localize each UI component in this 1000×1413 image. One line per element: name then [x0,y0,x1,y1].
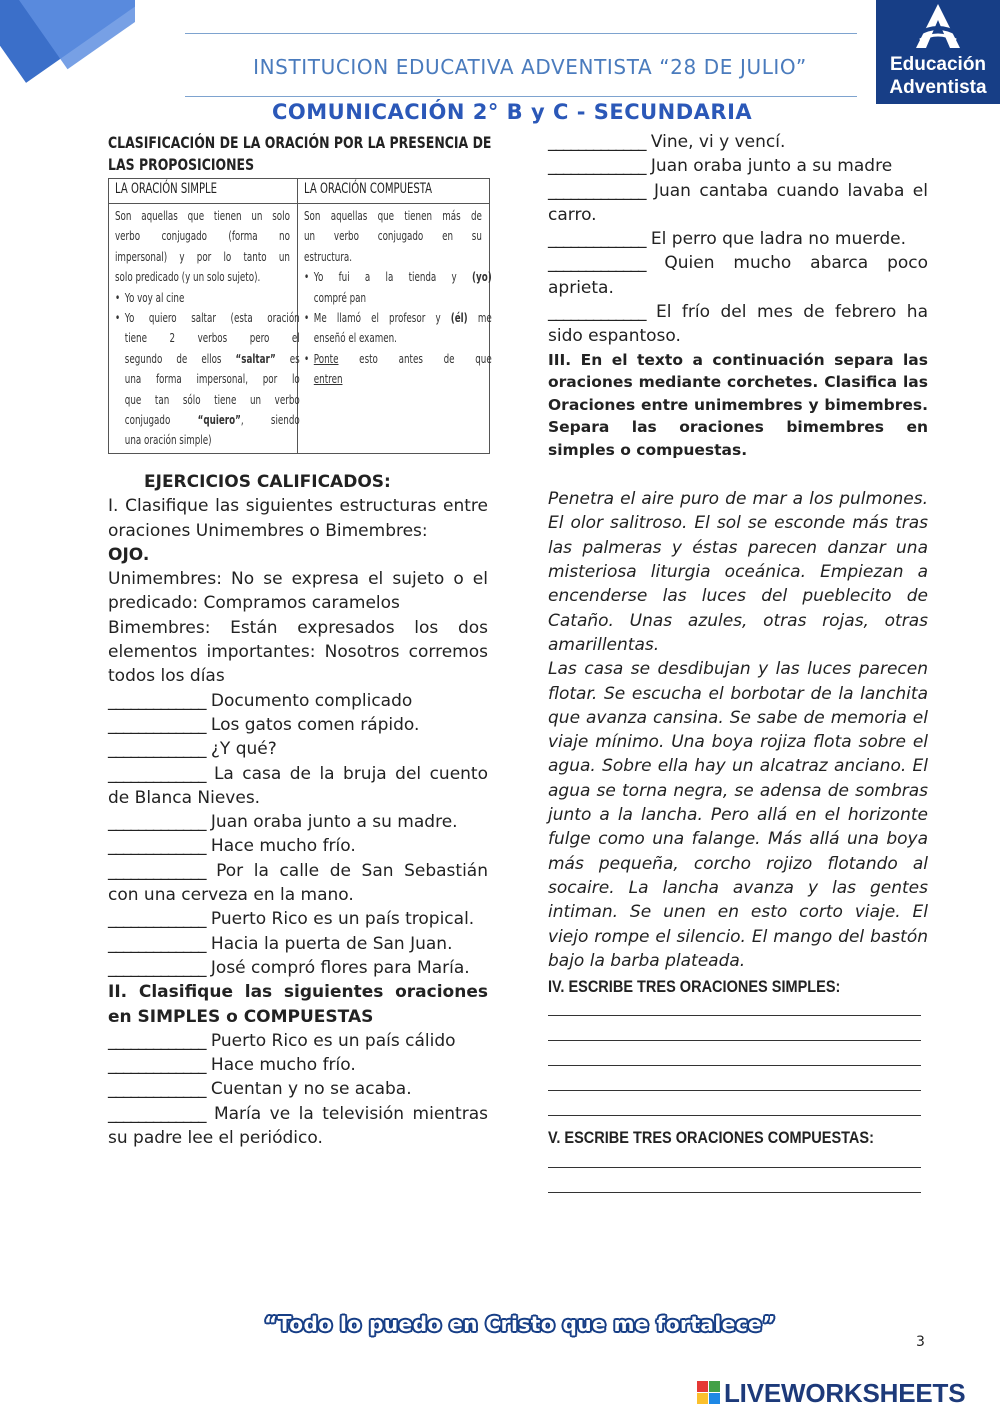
logo [876,0,1000,104]
unimembres-definition: Unimembres: No se expresa el sujeto o el predicado: Compramos caramelos [108,569,488,614]
item2-9: _____________ Quien mucho abarca poco aprieta. [548,253,929,298]
item2-5: _____________ Vine, vi y vencí. [548,132,786,152]
item2-6: _____________ Juan oraba junto a su madre [548,156,893,177]
item-6: _____________ Hace mucho frío. [108,836,356,857]
answer-line-6[interactable] [548,1151,921,1168]
instruction-4: IV. ESCRIBE TRES ORACIONES SIMPLES: [548,978,841,997]
header-rule-top [185,33,857,34]
header-rule-bottom [185,96,857,97]
left-column [108,470,488,1150]
answer-line-4[interactable] [548,1066,921,1091]
logo-text-1: Educación [889,54,987,75]
classification-table [108,178,490,454]
item2-1: _____________ Puerto Rico es un país cálido [108,1030,456,1051]
answer-line-3[interactable] [548,1041,921,1066]
item2-10: _____________ El frío del mes de febrero ha sido espantoso. [548,302,929,347]
answer-line-5[interactable] [548,1091,921,1116]
right-column [548,130,928,1193]
item2-4: _____________ María ve la televisión mientras su padre lee el periódico. [108,1103,488,1149]
table-header-simple: LA ORACIÓN SIMPLE [109,179,298,204]
corner-decoration [0,0,135,105]
item-1: _____________ Documento complicado [108,690,413,711]
liveworksheets-logo [697,1378,997,1408]
simple-example-1: • Yo voy al cine [115,288,300,308]
item2-7: _____________ Juan cantaba cuando lavaba el carro. [548,180,928,225]
item2-2: _____________ Hace mucho frío. [108,1055,356,1076]
simple-cell: Son aquellas que tienen un solo verbo conjugado (forma no impersonal) y por lo tanto un solo predicado (y un solo sujeto). • Yo voy al cine • Yo quiero saltar (esta oración tiene 2 verbos pero el segundo de ellos “saltar” es una forma impersonal, por lo que tan sólo tiene un verbo conjugado “quiero”, siendo una oración simple) [109,204,298,454]
item2-3: _____________ Cuentan y no se acaba. [108,1079,412,1100]
item-5: _____________ Juan oraba junto a su madre. [108,812,458,833]
reading-paragraph-1: Penetra el aire puro de mar a los pulmones. El olor salitroso. El sol se esconde más tras las palmeras y éstas parecen danzar una misteriosa liturgia oceánica. Empiezan a encenderse las luces del pueblecito de Cataño. Unas azules, otras rojas, otras amarillentas. [548,489,928,655]
table-header-compound: LA ORACIÓN COMPUESTA [298,179,490,204]
instruction-3: III. En el texto a continuación separa las oraciones mediante corchetes. Clasifica las Oraciones entre unimembres y bimembres. Separa las oraciones bimembres en simples o compuestas. [548,350,928,459]
exercises-heading: EJERCICIOS CALIFICADOS: [144,472,391,492]
instruction-2: II. Clasifique las siguientes oraciones en SIMPLES o COMPUESTAS [108,982,488,1027]
liveworksheets-icon [697,1381,721,1405]
school-name: INSTITUCION EDUCATIVA ADVENTISTA “28 DE JULIO” [253,55,807,79]
answer-line-2[interactable] [548,1016,921,1041]
item2-8: _____________ El perro que ladra no muerde. [548,229,907,250]
item-2: _____________ Los gatos comen rápido. [108,714,420,735]
item-10: _____________ José compró flores para María. [108,957,470,978]
compound-cell: Son aquellas que tienen más de un verbo conjugado en su estructura. • Yo fui a la tienda y (yo) compré pan • Me llamó el profesor y (él) me enseñó el examen. • Ponte esto antes de que entren [298,204,490,454]
instruction-5: V. ESCRIBE TRES ORACIONES COMPUESTAS: [548,1129,874,1148]
page-number: 3 [916,1334,925,1350]
answer-line-7[interactable] [548,1168,921,1193]
answer-line-1[interactable] [548,999,921,1016]
item-8: _____________ Puerto Rico es un país tropical. [108,909,475,930]
adventist-logo-icon [912,4,964,48]
logo-text-2: Adventista [889,77,987,98]
motto: “Todo lo puedo en Cristo que me fortalece” [264,1312,776,1336]
liveworksheets-text: LIVEWORKSHEETS [724,1378,966,1408]
item-9: _____________ Hacia la puerta de San Juan. [108,933,453,954]
instruction-1: I. Clasifique las siguientes estructuras entre oraciones Unimembres o Bimembres: [108,496,488,541]
item-7: _____________ Por la calle de San Sebastián con una cerveza en la mano. [108,860,488,906]
bimembres-definition: Bimembres: Están expresados los dos elementos importantes: Nosotros corremos todos los días [108,617,488,687]
subject-title: COMUNICACIÓN 2° B y C - SECUNDARIA [272,100,753,124]
section-title: CLASIFICACIÓN DE LA ORACIÓN POR LA PRESENCIA DE LAS PROPOSICIONES [108,133,492,174]
reading-paragraph-2: Las casa se desdibujan y las luces parecen flotar. Se escucha el borbotar de la lanchita que avanza cansina. Se sabe de memoria el viaje mínimo. Una boya rojiza flota sobre el agua. Sobre ella hay un alcatraz anciano. El agua se torna negra, se adensa de sombras junto a la lancha. Pero allá en el horizonte fulge como una falange. Más allá una boya más pequeña, corcho rojizo flotando al socaire. La lancha avanza y las gentes intiman. Se unen en esto corto viaje. El viejo rompe el silencio. El mango del bastón bajo la barba plateada. [548,659,928,971]
item-4: _____________ La casa de la bruja del cuento de Blanca Nieves. [108,763,488,808]
item-3: _____________ ¿Y qué? [108,739,277,760]
ojo-label: OJO. [108,544,150,565]
